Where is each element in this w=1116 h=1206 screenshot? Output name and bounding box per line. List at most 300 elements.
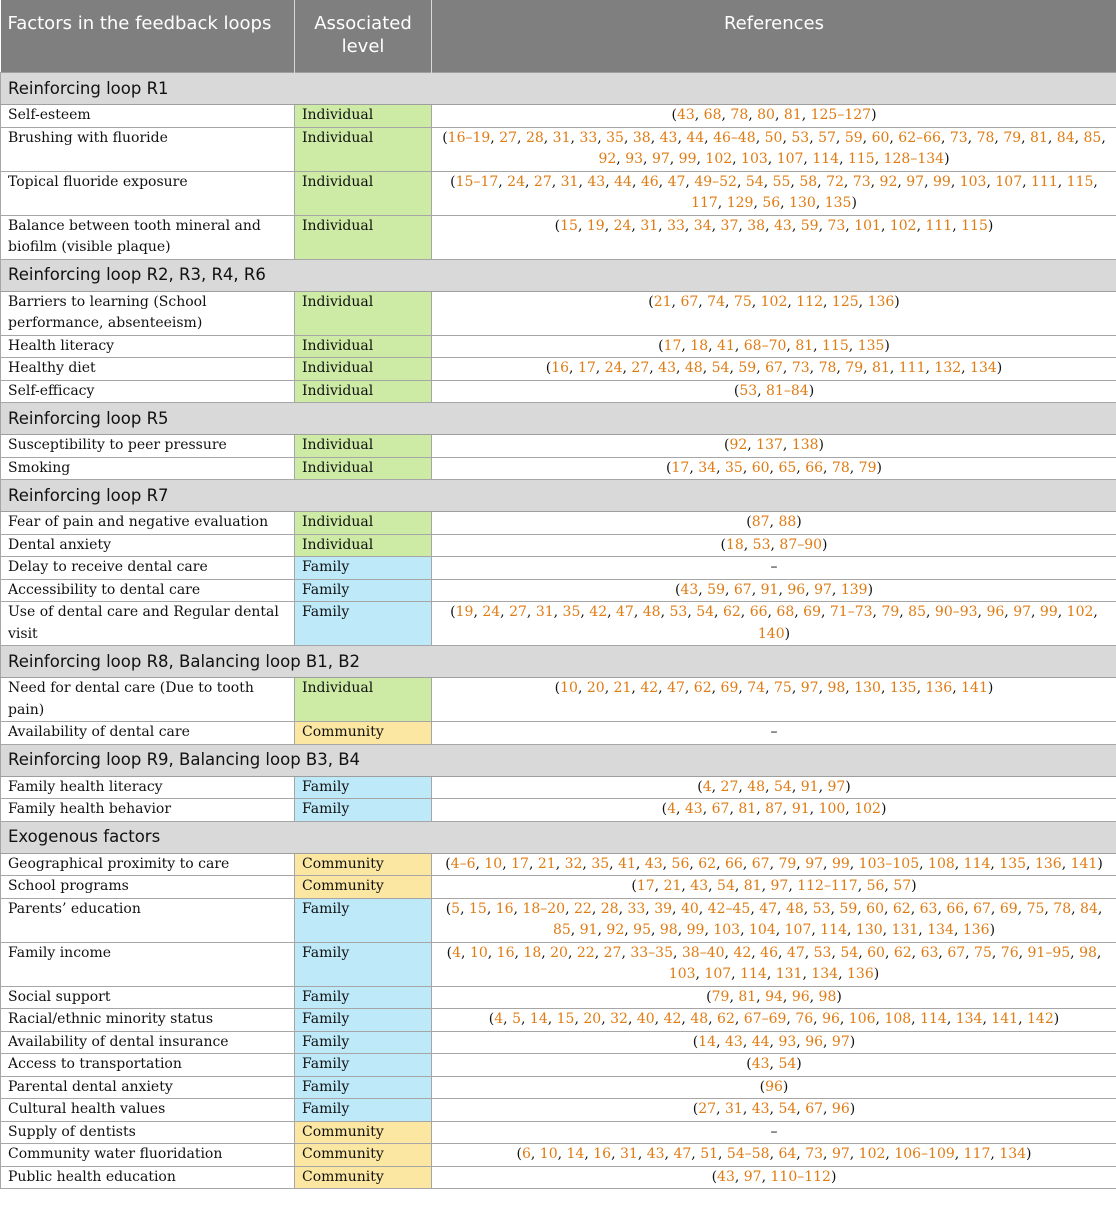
reference-number[interactable]: 16 [593, 1146, 612, 1162]
reference-number[interactable]: 107 [995, 173, 1023, 190]
reference-number[interactable]: 59 [800, 217, 819, 234]
reference-number[interactable]: 60 [871, 129, 890, 146]
reference-number[interactable]: 21 [653, 293, 672, 310]
reference-number[interactable]: 111 [925, 217, 953, 234]
reference-number[interactable]: 92 [598, 151, 617, 167]
reference-number[interactable]: 129 [726, 195, 754, 211]
reference-number[interactable]: 58 [799, 173, 818, 190]
reference-number[interactable]: 15–17 [455, 173, 499, 190]
reference-number[interactable]: 136 [962, 922, 990, 938]
reference-number[interactable]: 138 [791, 437, 819, 453]
reference-number[interactable]: 81 [738, 801, 757, 817]
reference-number[interactable]: 79 [858, 459, 877, 476]
reference-number[interactable]: 131 [775, 966, 803, 982]
reference-number[interactable]: 135 [999, 855, 1027, 872]
reference-number[interactable]: 20 [586, 680, 605, 696]
reference-number[interactable]: 46 [760, 944, 778, 961]
reference-number[interactable]: 79 [711, 988, 730, 1005]
reference-number[interactable]: 62–66 [898, 129, 941, 146]
reference-number[interactable]: 54 [774, 778, 792, 795]
reference-number[interactable]: 47 [673, 1146, 692, 1162]
reference-number[interactable]: 43 [659, 129, 678, 146]
reference-number[interactable]: 65 [778, 459, 797, 476]
reference-number[interactable]: 43 [658, 360, 676, 376]
reference-number[interactable]: 32 [610, 1011, 628, 1027]
reference-number[interactable]: 74 [747, 680, 766, 696]
reference-number[interactable]: 55 [772, 173, 791, 190]
reference-number[interactable]: 43 [690, 878, 709, 894]
reference-number[interactable]: 112 [796, 293, 824, 310]
reference-number[interactable]: 81–84 [766, 382, 809, 399]
reference-number[interactable]: 66 [725, 855, 743, 872]
reference-number[interactable]: 21 [613, 680, 632, 696]
reference-number[interactable]: 24 [507, 173, 525, 190]
reference-number[interactable]: 136 [925, 680, 953, 696]
reference-number[interactable]: 17 [577, 360, 596, 376]
reference-number[interactable]: 68 [703, 107, 722, 123]
reference-number[interactable]: 4–6 [450, 855, 476, 872]
reference-number[interactable]: 114 [820, 922, 848, 938]
reference-number[interactable]: 69 [720, 680, 739, 696]
reference-number[interactable]: 31 [560, 173, 579, 190]
reference-number[interactable]: 114 [740, 966, 767, 982]
reference-number[interactable]: 66 [946, 900, 965, 917]
reference-number[interactable]: 19 [586, 217, 605, 234]
reference-number[interactable]: 67–69 [743, 1011, 787, 1027]
reference-number[interactable]: 80 [757, 107, 775, 123]
reference-number[interactable]: 115 [961, 217, 988, 234]
reference-number[interactable]: 62 [717, 1011, 735, 1027]
reference-number[interactable]: 78 [1053, 900, 1072, 917]
reference-number[interactable]: 16 [495, 900, 514, 917]
reference-number[interactable]: 40 [636, 1011, 655, 1027]
reference-number[interactable]: 96 [831, 1101, 850, 1117]
reference-number[interactable]: 38 [747, 217, 766, 234]
reference-number[interactable]: 92 [606, 922, 625, 938]
reference-number[interactable]: 130 [854, 680, 881, 696]
reference-number[interactable]: 69 [999, 900, 1018, 917]
reference-number[interactable]: 6 [521, 1146, 531, 1162]
reference-number[interactable]: 40 [680, 900, 699, 917]
reference-number[interactable]: 60 [866, 900, 884, 917]
reference-number[interactable]: 139 [840, 581, 868, 598]
reference-number[interactable]: 60 [751, 459, 770, 476]
reference-number[interactable]: 43 [676, 107, 695, 123]
reference-number[interactable]: 81 [743, 878, 762, 894]
reference-number[interactable]: 35 [724, 459, 743, 476]
reference-number[interactable]: 43 [587, 173, 606, 190]
reference-number[interactable]: 135 [857, 337, 885, 354]
reference-number[interactable]: 47 [786, 944, 805, 961]
reference-number[interactable]: 20 [550, 944, 568, 961]
reference-number[interactable]: 10 [539, 1146, 558, 1162]
reference-number[interactable]: 43 [717, 1168, 735, 1185]
reference-number[interactable]: 117 [691, 195, 718, 211]
reference-number[interactable]: 27 [499, 129, 518, 146]
reference-number[interactable]: 134 [811, 966, 839, 982]
reference-number[interactable]: 27 [603, 944, 622, 961]
reference-number[interactable]: 97 [805, 855, 824, 872]
reference-number[interactable]: 117 [963, 1146, 991, 1162]
reference-number[interactable]: 21 [537, 855, 556, 872]
reference-number[interactable]: 98 [827, 680, 846, 696]
reference-number[interactable]: 132 [934, 360, 962, 376]
reference-number[interactable]: 141 [961, 680, 988, 696]
reference-number[interactable]: 33–35 [630, 944, 673, 961]
reference-number[interactable]: 15 [468, 900, 487, 917]
reference-number[interactable]: 91 [760, 581, 779, 598]
reference-number[interactable]: 96 [765, 1078, 783, 1095]
reference-number[interactable]: 43 [724, 1033, 743, 1050]
reference-number[interactable]: 48 [785, 900, 804, 917]
reference-number[interactable]: 81 [738, 988, 757, 1005]
reference-number[interactable]: 135 [824, 195, 852, 211]
reference-number[interactable]: 99 [686, 922, 705, 938]
reference-number[interactable]: 114 [812, 151, 840, 167]
reference-number[interactable]: 111 [1031, 173, 1058, 190]
reference-number[interactable]: 106 [848, 1011, 876, 1027]
reference-number[interactable]: 81 [783, 107, 802, 123]
reference-number[interactable]: 63 [919, 900, 938, 917]
reference-number[interactable]: 41 [717, 337, 735, 354]
reference-number[interactable]: 43 [774, 217, 792, 234]
reference-number[interactable]: 48 [747, 778, 766, 795]
reference-number[interactable]: 43 [751, 1056, 770, 1072]
reference-number[interactable]: 53 [813, 944, 832, 961]
reference-number[interactable]: 28 [600, 900, 619, 917]
reference-number[interactable]: 69 [803, 604, 821, 620]
reference-number[interactable]: 141 [1070, 855, 1098, 872]
reference-number[interactable]: 93 [778, 1033, 797, 1050]
reference-number[interactable]: 140 [757, 625, 785, 642]
reference-number[interactable]: 74 [707, 293, 725, 310]
reference-number[interactable]: 20 [583, 1011, 602, 1027]
reference-number[interactable]: 44 [751, 1033, 770, 1050]
reference-number[interactable]: 66 [805, 459, 824, 476]
reference-number[interactable]: 19 [455, 604, 474, 620]
reference-number[interactable]: 44 [614, 173, 632, 190]
reference-number[interactable]: 75 [974, 944, 992, 961]
reference-number[interactable]: 39 [654, 900, 673, 917]
reference-number[interactable]: 75 [733, 293, 752, 310]
reference-number[interactable]: 115 [822, 337, 849, 354]
reference-number[interactable]: 31 [640, 217, 659, 234]
reference-number[interactable]: 51 [700, 1146, 719, 1162]
reference-number[interactable]: 108 [928, 855, 955, 872]
reference-number[interactable]: 53 [812, 900, 831, 917]
reference-number[interactable]: 93 [625, 151, 644, 167]
reference-number[interactable]: 75 [1026, 900, 1045, 917]
reference-number[interactable]: 10 [469, 944, 488, 961]
reference-number[interactable]: 135 [889, 680, 917, 696]
reference-number[interactable]: 10 [484, 855, 503, 872]
reference-number[interactable]: 54 [696, 604, 715, 620]
reference-number[interactable]: 134 [955, 1011, 983, 1027]
reference-number[interactable]: 33 [667, 217, 685, 234]
reference-number[interactable]: 78 [730, 107, 749, 123]
reference-number[interactable]: 98 [659, 922, 678, 938]
reference-number[interactable]: 16 [551, 360, 570, 376]
reference-number[interactable]: 47 [667, 173, 686, 190]
reference-number[interactable]: 17 [511, 855, 529, 872]
reference-number[interactable]: 103–105 [858, 855, 920, 872]
reference-number[interactable]: 5 [451, 900, 461, 917]
reference-number[interactable]: 101 [854, 217, 881, 234]
reference-number[interactable]: 125 [831, 293, 859, 310]
reference-number[interactable]: 114 [963, 855, 991, 872]
reference-number[interactable]: 37 [720, 217, 739, 234]
reference-number[interactable]: 35 [562, 604, 581, 620]
reference-number[interactable]: 38 [632, 129, 651, 146]
reference-number[interactable]: 88 [778, 514, 797, 530]
reference-number[interactable]: 59 [738, 360, 757, 376]
reference-number[interactable]: 48 [684, 360, 703, 376]
reference-number[interactable]: 5 [512, 1011, 521, 1027]
reference-number[interactable]: 46–48 [713, 129, 756, 146]
reference-number[interactable]: 97 [831, 1146, 850, 1162]
reference-number[interactable]: 17 [663, 337, 682, 354]
reference-number[interactable]: 53 [752, 536, 771, 553]
reference-number[interactable]: 97 [827, 778, 846, 795]
reference-number[interactable]: 46 [640, 173, 659, 190]
reference-number[interactable]: 137 [756, 437, 783, 453]
reference-number[interactable]: 102 [854, 801, 881, 817]
reference-number[interactable]: 18–20 [522, 900, 566, 917]
reference-number[interactable]: 130 [789, 195, 816, 211]
reference-number[interactable]: 106–109 [894, 1146, 955, 1162]
reference-number[interactable]: 57 [893, 878, 912, 894]
reference-number[interactable]: 42–45 [707, 900, 751, 917]
reference-number[interactable]: 67 [751, 855, 770, 872]
reference-number[interactable]: 64 [778, 1146, 797, 1162]
reference-number[interactable]: 91 [579, 922, 598, 938]
reference-number[interactable]: 97 [770, 878, 789, 894]
reference-number[interactable]: 87–90 [779, 536, 823, 553]
reference-number[interactable]: 96 [791, 988, 810, 1005]
reference-number[interactable]: 28 [525, 129, 544, 146]
reference-number[interactable]: 97 [814, 581, 832, 598]
reference-number[interactable]: 27 [698, 1101, 717, 1117]
reference-number[interactable]: 78 [818, 360, 837, 376]
reference-number[interactable]: 67 [680, 293, 699, 310]
reference-number[interactable]: 107 [784, 922, 812, 938]
reference-number[interactable]: 91–95 [1027, 944, 1071, 961]
reference-number[interactable]: 60 [867, 944, 885, 961]
reference-number[interactable]: 62 [693, 680, 712, 696]
reference-number[interactable]: 107 [776, 151, 804, 167]
reference-number[interactable]: 59 [839, 900, 858, 917]
reference-number[interactable]: 17 [671, 459, 690, 476]
reference-number[interactable]: 103 [668, 966, 696, 982]
reference-number[interactable]: 96 [986, 604, 1005, 620]
reference-number[interactable]: 94 [765, 988, 783, 1005]
reference-number[interactable]: 67 [711, 801, 730, 817]
reference-number[interactable]: 104 [749, 922, 776, 938]
reference-number[interactable]: 71–73 [829, 604, 873, 620]
reference-number[interactable]: 56 [671, 855, 690, 872]
reference-number[interactable]: 142 [1027, 1011, 1054, 1027]
reference-number[interactable]: 112–117 [797, 878, 858, 894]
reference-number[interactable]: 103 [713, 922, 741, 938]
reference-number[interactable]: 42 [663, 1011, 682, 1027]
reference-number[interactable]: 92 [879, 173, 898, 190]
reference-number[interactable]: 92 [729, 437, 748, 453]
reference-number[interactable]: 75 [774, 680, 792, 696]
reference-number[interactable]: 96 [787, 581, 806, 598]
reference-number[interactable]: 79 [778, 855, 797, 872]
reference-number[interactable]: 14 [529, 1011, 548, 1027]
reference-number[interactable]: 78 [831, 459, 850, 476]
reference-number[interactable]: 79 [1003, 129, 1022, 146]
reference-number[interactable]: 62 [722, 604, 741, 620]
reference-number[interactable]: 48 [690, 1011, 709, 1027]
reference-number[interactable]: 4 [667, 801, 676, 817]
reference-number[interactable]: 81 [795, 337, 814, 354]
reference-number[interactable]: 134 [927, 922, 954, 938]
reference-number[interactable]: 62 [893, 944, 912, 961]
reference-number[interactable]: 38–40 [681, 944, 725, 961]
reference-number[interactable]: 54 [778, 1056, 797, 1072]
reference-number[interactable]: 35 [606, 129, 624, 146]
reference-number[interactable]: 79 [881, 604, 900, 620]
reference-number[interactable]: 85 [908, 604, 926, 620]
reference-number[interactable]: 41 [618, 855, 636, 872]
reference-number[interactable]: 43 [751, 1101, 770, 1117]
reference-number[interactable]: 91 [791, 801, 810, 817]
reference-number[interactable]: 63 [920, 944, 939, 961]
reference-number[interactable]: 73 [791, 360, 810, 376]
reference-number[interactable]: 108 [884, 1011, 912, 1027]
reference-number[interactable]: 22 [576, 944, 595, 961]
reference-number[interactable]: 18 [523, 944, 542, 961]
reference-number[interactable]: 18 [690, 337, 709, 354]
reference-number[interactable]: 31 [619, 1146, 638, 1162]
reference-number[interactable]: 67 [973, 900, 991, 917]
reference-number[interactable]: 67 [733, 581, 752, 598]
reference-number[interactable]: 99 [678, 151, 697, 167]
reference-number[interactable]: 14 [698, 1033, 717, 1050]
reference-number[interactable]: 136 [1034, 855, 1062, 872]
reference-number[interactable]: 31 [724, 1101, 743, 1117]
reference-number[interactable]: 57 [818, 129, 836, 146]
reference-number[interactable]: 102 [705, 151, 733, 167]
reference-number[interactable]: 115 [847, 151, 875, 167]
reference-number[interactable]: 54 [711, 360, 730, 376]
reference-number[interactable]: 136 [867, 293, 895, 310]
reference-number[interactable]: 4 [702, 778, 712, 795]
reference-number[interactable]: 59 [844, 129, 863, 146]
reference-number[interactable]: 85 [552, 922, 571, 938]
reference-number[interactable]: 110–112 [770, 1168, 831, 1185]
reference-number[interactable]: 103 [741, 151, 768, 167]
reference-number[interactable]: 85 [1083, 129, 1102, 146]
reference-number[interactable]: 54 [778, 1101, 797, 1117]
reference-number[interactable]: 54–58 [726, 1146, 770, 1162]
reference-number[interactable]: 76 [795, 1011, 814, 1027]
reference-number[interactable]: 103 [959, 173, 987, 190]
reference-number[interactable]: 81 [1030, 129, 1048, 146]
reference-number[interactable]: 24 [604, 360, 623, 376]
reference-number[interactable]: 100 [818, 801, 846, 817]
reference-number[interactable]: 68–70 [743, 337, 787, 354]
reference-number[interactable]: 102 [1066, 604, 1094, 620]
reference-number[interactable]: 18 [725, 536, 744, 553]
reference-number[interactable]: 67 [947, 944, 966, 961]
reference-number[interactable]: 98 [1079, 944, 1097, 961]
reference-number[interactable]: 15 [560, 217, 578, 234]
reference-number[interactable]: 67 [805, 1101, 824, 1117]
reference-number[interactable]: 73 [949, 129, 968, 146]
reference-number[interactable]: 31 [535, 604, 554, 620]
reference-number[interactable]: 49–52 [694, 173, 737, 190]
reference-number[interactable]: 114 [920, 1011, 947, 1027]
reference-number[interactable]: 78 [976, 129, 995, 146]
reference-number[interactable]: 67 [765, 360, 783, 376]
reference-number[interactable]: 50 [764, 129, 783, 146]
reference-number[interactable]: 107 [704, 966, 732, 982]
reference-number[interactable]: 56 [866, 878, 885, 894]
reference-number[interactable]: 96 [822, 1011, 840, 1027]
reference-number[interactable]: 102 [760, 293, 788, 310]
reference-number[interactable]: 66 [749, 604, 768, 620]
reference-number[interactable]: 84 [1056, 129, 1075, 146]
reference-number[interactable]: 128–134 [883, 151, 945, 167]
reference-number[interactable]: 32 [564, 855, 583, 872]
reference-number[interactable]: 54 [840, 944, 859, 961]
reference-number[interactable]: 136 [847, 966, 874, 982]
reference-number[interactable]: 47 [759, 900, 778, 917]
reference-number[interactable]: 68 [776, 604, 795, 620]
reference-number[interactable]: 102 [858, 1146, 886, 1162]
reference-number[interactable]: 24 [613, 217, 632, 234]
reference-number[interactable]: 87 [765, 801, 783, 817]
reference-number[interactable]: 99 [933, 173, 951, 190]
reference-number[interactable]: 53 [739, 382, 758, 399]
reference-number[interactable]: 16 [496, 944, 515, 961]
reference-number[interactable]: 97 [800, 680, 819, 696]
reference-number[interactable]: 98 [818, 988, 837, 1005]
reference-number[interactable]: 91 [800, 778, 819, 795]
reference-number[interactable]: 95 [633, 922, 651, 938]
reference-number[interactable]: 43 [680, 581, 699, 598]
reference-number[interactable]: 27 [631, 360, 650, 376]
reference-number[interactable]: 24 [482, 604, 501, 620]
reference-number[interactable]: 130 [855, 922, 883, 938]
reference-number[interactable]: 59 [707, 581, 725, 598]
reference-number[interactable]: 81 [872, 360, 890, 376]
reference-number[interactable]: 43 [644, 855, 663, 872]
reference-number[interactable]: 97 [743, 1168, 762, 1185]
reference-number[interactable]: 115 [1066, 173, 1094, 190]
reference-number[interactable]: 79 [845, 360, 864, 376]
reference-number[interactable]: 16–19 [447, 129, 491, 146]
reference-number[interactable]: 15 [556, 1011, 575, 1027]
reference-number[interactable]: 134 [970, 360, 997, 376]
reference-number[interactable]: 73 [827, 217, 846, 234]
reference-number[interactable]: 53 [791, 129, 810, 146]
reference-number[interactable]: 14 [566, 1146, 585, 1162]
reference-number[interactable]: 102 [889, 217, 917, 234]
reference-number[interactable]: 97 [651, 151, 670, 167]
reference-number[interactable]: 47 [667, 680, 685, 696]
reference-number[interactable]: 53 [669, 604, 688, 620]
reference-number[interactable]: 97 [1013, 604, 1032, 620]
reference-number[interactable]: 34 [698, 459, 717, 476]
reference-number[interactable]: 42 [589, 604, 608, 620]
reference-number[interactable]: 97 [906, 173, 925, 190]
reference-number[interactable]: 134 [999, 1146, 1027, 1162]
reference-number[interactable]: 111 [898, 360, 926, 376]
